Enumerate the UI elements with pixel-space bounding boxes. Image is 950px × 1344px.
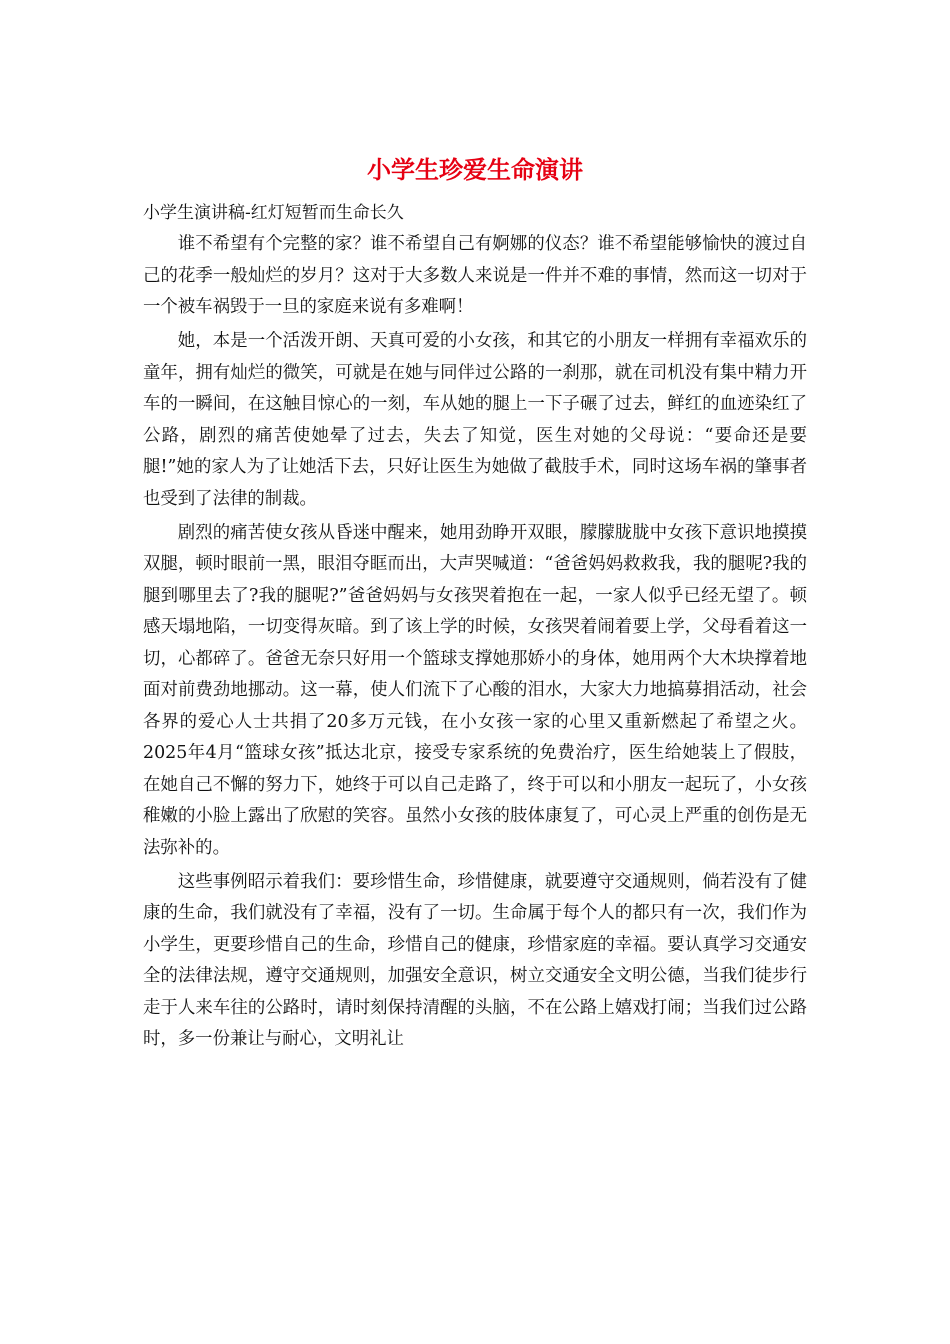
paragraph: 这些事例昭示着我们：要珍惜生命，珍惜健康，就要遵守交通规则，倘若没有了健康的生命，我们就没有了幸福，没有了一切。生命属于每个人的都只有一次，我们作为小学生，更要珍惜自己的生命，珍惜自己的健康，珍惜家庭的幸福。要认真学习交通安全的法律法规，遵守交通规则，加强安全意识，树立交通安全文明公德，当我们徒步行走于人来车往的公路时，请时刻保持清醒的头脑，不在公路上嬉戏打闹；当我们过公路时，多一份兼让与耐心，文明礼让: [143, 871, 807, 1049]
document-title: 小学生珍爱生命演讲: [367, 155, 583, 184]
document-subtitle: 小学生演讲稿-红灯短暂而生命长久: [143, 203, 404, 223]
paragraph: 剧烈的痛苦使女孩从昏迷中醒来，她用劲睁开双眼，朦朦胧胧中女孩下意识地摸摸双腿，顿时眼前一黑，眼泪夺眶而出，大声哭喊道：“爸爸妈妈救救我，我的腿呢?我的腿到哪里去了?我的腿呢?”爸爸妈妈与女孩哭着抱在一起，一家人似乎已经无望了。顿感天塌地陷，一切变得灰暗。到了该上学的时候，女孩哭着闹着要上学，父母看着这一切，心都碎了。爸爸无奈只好用一个篮球支撑她那娇小的身体，她用两个大木块撑着地面对前费劲地挪动。这一幕，使人们流下了心酸的泪水，大家大力地搞募捐活动，社会各界的爱心人士共捐了20多万元钱，在小女孩一家的心里又重新燃起了希望之火。2025年4月“篮球女孩”抵达北京，接受专家系统的免费治疗，医生给她装上了假肢，在她自己不懈的努力下，她终于可以自己走路了，终于可以和小朋友一起玩了，小女孩稚嫩的小脸上露出了欣慰的笑容。虽然小女孩的肢体康复了，可心灵上严重的创伤是无法弥补的。: [143, 522, 807, 858]
paragraph: 她，本是一个活泼开朗、天真可爱的小女孩，和其它的小朋友一样拥有幸福欢乐的童年，拥有灿烂的微笑，可就是在她与同伴过公路的一刹那，就在司机没有集中精力开车的一瞬间，在这触目惊心的一刻，车从她的腿上一下子碾了过去，鲜红的血迹染红了公路，剧烈的痛苦使她晕了过去，失去了知觉，医生对她的父母说：“要命还是要腿!”她的家人为了让她活下去，只好让医生为她做了截肢手术，同时这场车祸的肇事者也受到了法律的制裁。: [143, 331, 807, 509]
document-body: [143, 229, 807, 1058]
paragraph: 谁不希望有个完整的家？谁不希望自己有婀娜的仪态？谁不希望能够愉快的渡过自己的花季一般灿烂的岁月？这对于大多数人来说是一件并不难的事情，然而这一切对于一个被车祸毁于一旦的家庭来说有多难啊！: [143, 234, 807, 317]
